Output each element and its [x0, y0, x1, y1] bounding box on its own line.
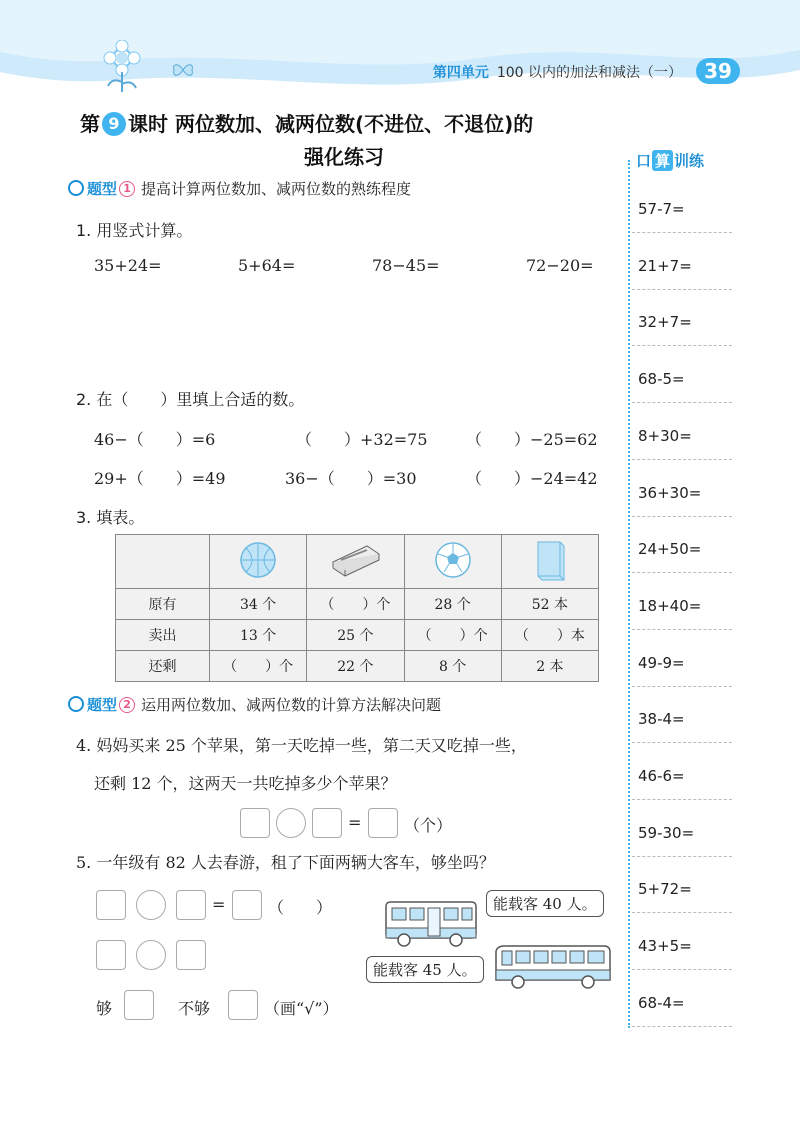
q1-item: 5+64= [238, 256, 296, 275]
table-cell: 8 个 [404, 651, 501, 682]
answer-box[interactable] [232, 890, 262, 920]
row-label: 卖出 [116, 620, 210, 651]
sidebar-item[interactable]: 49-9= [632, 630, 732, 687]
section-1-tag [68, 178, 135, 199]
header-topic: 100 以内的加法和减法（一） [496, 65, 682, 81]
answer-box[interactable] [240, 808, 270, 838]
operator-circle[interactable] [136, 890, 166, 920]
q2-item[interactable]: （ ）−24=42 [466, 469, 598, 488]
table-cell[interactable]: （ ）个 [404, 620, 501, 651]
sidebar-heading [636, 150, 704, 171]
section-2-tag-label: 题型 [87, 696, 118, 714]
sidebar-heading-post: 训练 [674, 152, 705, 170]
q2-item[interactable]: （ ）−25=62 [466, 430, 598, 449]
section-1-header [68, 178, 411, 199]
unit-label: （个） [404, 816, 453, 835]
enough-checkbox[interactable] [124, 990, 154, 1020]
q1-heading: 1. 用竖式计算。 [76, 221, 193, 240]
sidebar-item[interactable]: 43+5= [632, 913, 732, 970]
table-cell: 22 个 [307, 651, 404, 682]
sidebar-item[interactable]: 18+40= [632, 573, 732, 630]
q2-item[interactable]: 36−（ ）=30 [285, 469, 417, 488]
title-line1: 课时 两位数加、减两位数(不进位、不退位)的 [128, 112, 534, 136]
section-2-tag [68, 694, 135, 715]
table-cell: 52 本 [501, 589, 598, 620]
q2-item[interactable]: 46−（ ）=6 [94, 430, 216, 449]
sidebar-item[interactable]: 68-4= [632, 970, 732, 1027]
answer-box[interactable] [176, 890, 206, 920]
table-cell: 34 个 [210, 589, 307, 620]
butterfly-icon [172, 62, 194, 78]
answer-box[interactable] [312, 808, 342, 838]
sidebar-item[interactable]: 46-6= [632, 743, 732, 800]
table-row [116, 535, 599, 589]
answer-box[interactable] [96, 940, 126, 970]
sidebar-heading-key: 算 [652, 150, 673, 171]
q5-heading: 5. 一年级有 82 人去春游，租了下面两辆大客车，够坐吗？ [76, 853, 495, 872]
table-row [116, 651, 599, 682]
sidebar-item[interactable]: 36+30= [632, 460, 732, 517]
bus2-capacity-bubble: 能载客 45 人。 [366, 956, 484, 983]
page-title [80, 108, 533, 137]
section-2-header [68, 694, 441, 715]
table-cell[interactable]: （ ）本 [501, 620, 598, 651]
basketball-icon [238, 540, 278, 580]
table-cell: 13 个 [210, 620, 307, 651]
table-cell: 28 个 [404, 589, 501, 620]
sidebar-item[interactable]: 21+7= [632, 233, 732, 290]
pencil-case-icon [327, 542, 383, 578]
title-prefix: 第 [80, 112, 100, 136]
sidebar-item[interactable]: 5+72= [632, 856, 732, 913]
page-number: 39 [696, 58, 740, 84]
sidebar-item[interactable]: 68-5= [632, 346, 732, 403]
unit-paren[interactable]: （ ） [268, 898, 333, 917]
mark-hint: （画“√”） [264, 999, 339, 1018]
sidebar-heading-pre: 口 [636, 152, 652, 170]
not-enough-checkbox[interactable] [228, 990, 258, 1020]
lesson-number: 9 [102, 112, 126, 136]
q4-line2: 还剩 12 个，这两天一共吃掉多少个苹果？ [94, 774, 397, 793]
bus1-capacity-bubble: 能载客 40 人。 [486, 890, 604, 917]
q3-heading: 3. 填表。 [76, 508, 145, 527]
page-title-line2: 强化练习 [304, 145, 384, 169]
row-label: 原有 [116, 589, 210, 620]
answer-box[interactable] [96, 890, 126, 920]
flower-icon [98, 40, 146, 92]
section-2-num: 2 [119, 697, 135, 713]
table-row [116, 620, 599, 651]
table-cell[interactable]: （ ）个 [307, 589, 404, 620]
section-1-num: 1 [119, 181, 135, 197]
row-label: 还剩 [116, 651, 210, 682]
table-row [116, 589, 599, 620]
bus-icon [384, 898, 480, 948]
header-unit-topic [433, 62, 682, 82]
q2-heading: 2. 在（ ）里填上合适的数。 [76, 390, 305, 409]
q2-item[interactable]: （ ）+32=75 [296, 430, 428, 449]
page-header [0, 0, 800, 96]
sidebar-item[interactable]: 32+7= [632, 289, 732, 346]
operator-circle[interactable] [136, 940, 166, 970]
section-1-tag-label: 题型 [87, 180, 118, 198]
table-cell: 25 个 [307, 620, 404, 651]
equals-sign: = [212, 895, 226, 914]
equals-sign: = [348, 813, 362, 832]
q2-item[interactable]: 29+（ ）=49 [94, 469, 226, 488]
q1-item: 78−45= [372, 256, 440, 275]
table-cell[interactable]: （ ）个 [210, 651, 307, 682]
sidebar-item[interactable]: 24+50= [632, 516, 732, 573]
sidebar-divider [628, 160, 630, 1028]
enough-label: 够 [96, 999, 113, 1018]
q3-table [115, 534, 599, 682]
q4-line1: 4. 妈妈买来 25 个苹果，第一天吃掉一些，第二天又吃掉一些， [76, 736, 527, 755]
sidebar-item[interactable]: 59-30= [632, 800, 732, 857]
section-2-text: 运用两位数加、减两位数的计算方法解决问题 [141, 696, 442, 714]
answer-box[interactable] [368, 808, 398, 838]
sidebar-item[interactable]: 38-4= [632, 686, 732, 743]
answer-box[interactable] [176, 940, 206, 970]
sidebar-item[interactable]: 8+30= [632, 403, 732, 460]
q1-item: 72−20= [526, 256, 594, 275]
operator-circle[interactable] [276, 808, 306, 838]
soccer-ball-icon [433, 540, 473, 580]
target-icon [68, 696, 84, 712]
section-1-text: 提高计算两位数加、减两位数的熟练程度 [141, 180, 412, 198]
bus-icon [492, 942, 612, 992]
not-enough-label: 不够 [178, 999, 211, 1018]
book-icon [530, 538, 570, 582]
target-icon [68, 180, 84, 196]
table-cell: 2 本 [501, 651, 598, 682]
header-unit: 第四单元 [432, 65, 489, 81]
sidebar-item[interactable]: 57-7= [632, 176, 732, 233]
q1-item: 35+24= [94, 256, 162, 275]
